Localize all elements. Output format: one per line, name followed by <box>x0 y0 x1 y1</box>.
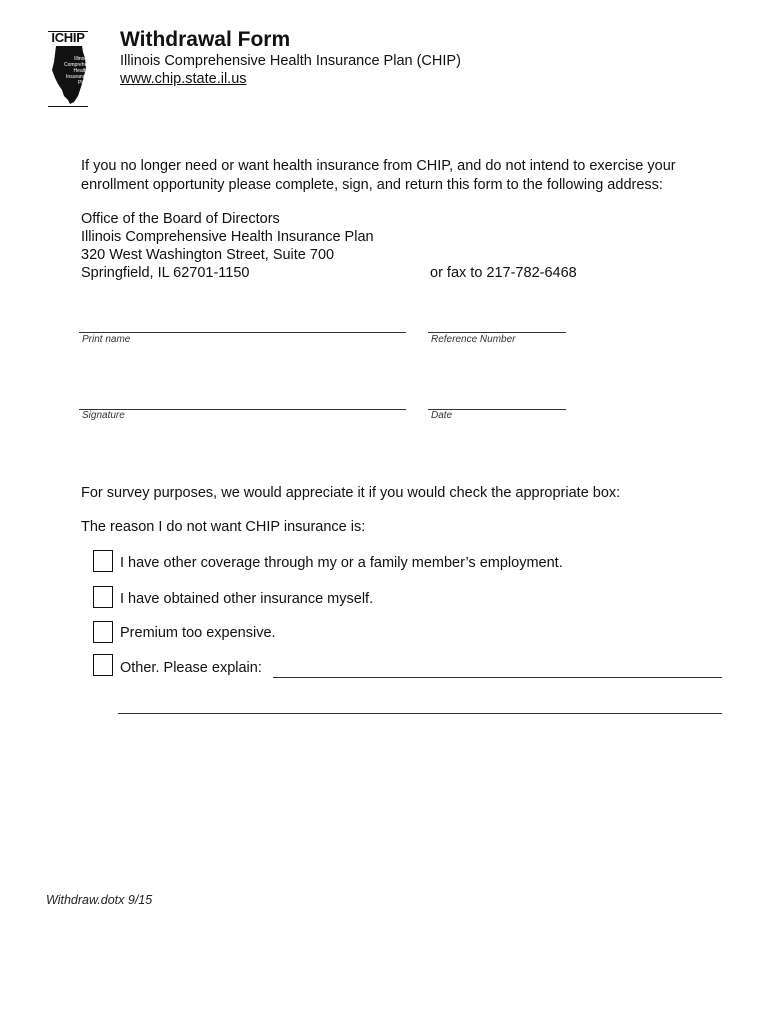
ichip-logo <box>48 30 100 108</box>
logo-map-text: Illinois Comprehensive Health Insurance Plan <box>64 56 100 86</box>
option-checkbox-own-insurance[interactable] <box>93 586 113 608</box>
print-name-label: Print name <box>82 334 131 345</box>
option-checkbox-employment[interactable] <box>93 550 113 572</box>
other-explain-field-line-2[interactable] <box>118 713 722 714</box>
reference-number-field[interactable] <box>428 332 566 333</box>
reference-number-label: Reference Number <box>431 334 516 345</box>
print-name-field[interactable] <box>79 332 406 333</box>
logo-bottom-rule <box>48 106 88 107</box>
signature-label: Signature <box>82 410 125 421</box>
option-label-premium: Premium too expensive. <box>120 625 276 641</box>
website-link[interactable]: www.chip.state.il.us <box>120 71 247 87</box>
survey-prompt: For survey purposes, we would appreciate it if you would check the appropriate box: <box>81 485 621 501</box>
address-line-1: Office of the Board of Directors <box>81 211 280 227</box>
option-label-other: Other. Please explain: <box>120 660 262 676</box>
other-explain-field[interactable] <box>273 677 722 678</box>
address-line-3: 320 West Washington Street, Suite 700 <box>81 247 335 263</box>
address-line-4: Springfield, IL 62701-1150 <box>81 265 250 281</box>
fax-number: or fax to 217-782-6468 <box>430 265 577 281</box>
option-label-own-insurance: I have obtained other insurance myself. <box>120 591 374 607</box>
logo-text: ICHIP <box>51 30 85 45</box>
signature-field[interactable] <box>79 409 406 410</box>
option-checkbox-other[interactable] <box>93 654 113 676</box>
reason-heading: The reason I do not want CHIP insurance is: <box>81 519 366 535</box>
intro-paragraph: If you no longer need or want health insurance from CHIP, and do not intend to exercise your enrollment opportunity please complete, sign, and return this form to the following address: <box>81 158 676 193</box>
address-line-2: Illinois Comprehensive Health Insurance Plan <box>81 229 374 245</box>
form-title: Withdrawal Form <box>120 28 291 51</box>
option-label-employment: I have other coverage through my or a family member’s employment. <box>120 555 563 571</box>
date-label: Date <box>431 410 453 421</box>
form-subtitle: Illinois Comprehensive Health Insurance Plan (CHIP) <box>120 53 461 69</box>
option-checkbox-premium[interactable] <box>93 621 113 643</box>
document-footer: Withdraw.dotx 9/15 <box>46 893 153 907</box>
